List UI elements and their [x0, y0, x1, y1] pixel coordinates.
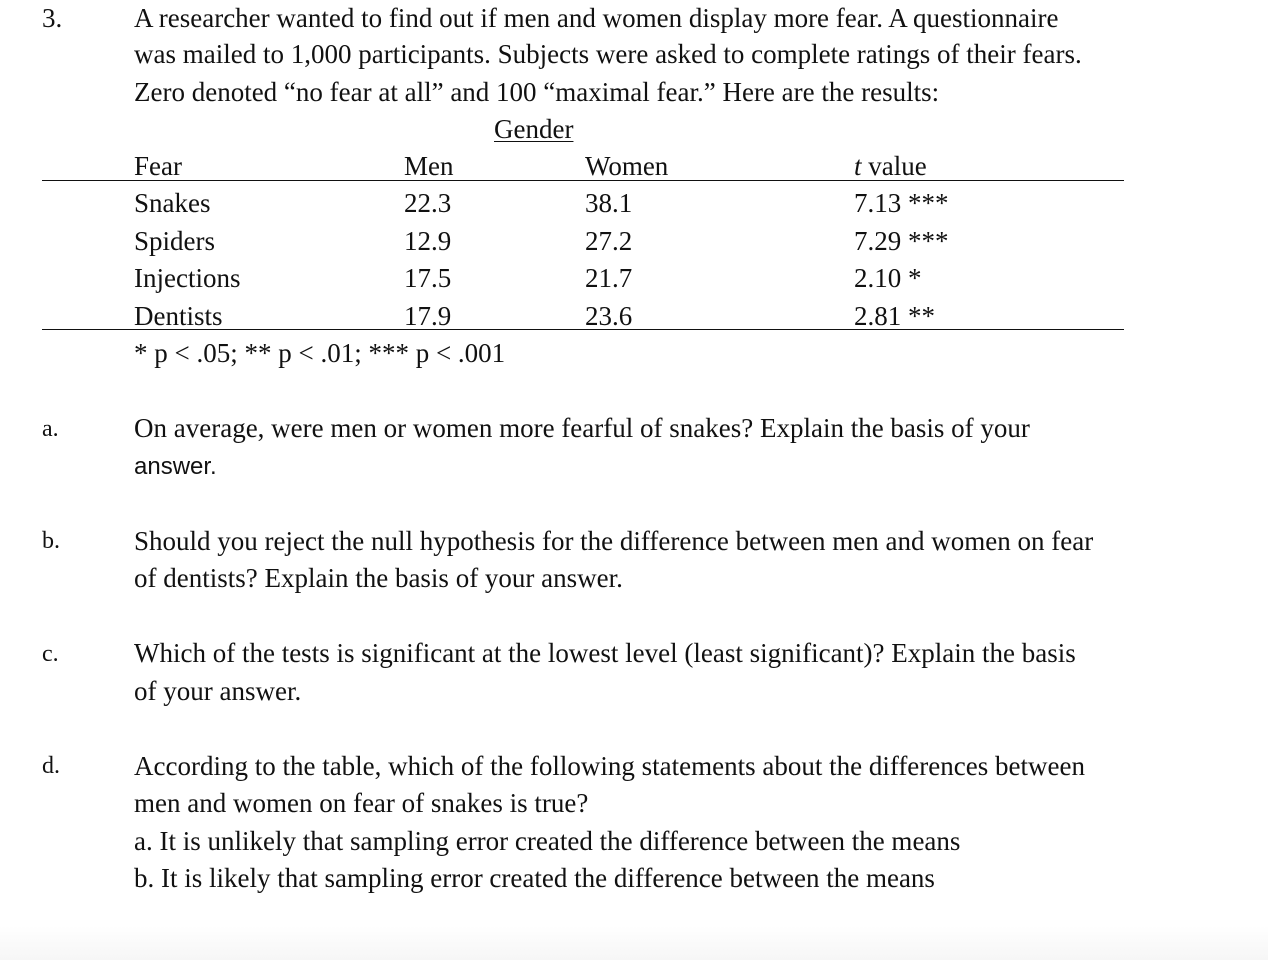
- row-injections-fear: Injections: [134, 263, 241, 293]
- question-d-label: d.: [42, 753, 60, 779]
- row-spiders-men: 12.9: [404, 226, 452, 256]
- row-dentists-t: 2.81 **: [854, 301, 935, 331]
- question-b-line-2: of dentists? Explain the basis of your answer.: [134, 563, 623, 593]
- question-b-line-1: Should you reject the null hypothesis for the difference between men and women on fear: [134, 526, 1094, 556]
- row-injections-women: 21.7: [585, 263, 633, 293]
- row-snakes-women: 38.1: [585, 188, 633, 218]
- intro-line-3: Zero denoted “no fear at all” and 100 “maximal fear.” Here are the results:: [134, 77, 940, 107]
- header-fear: Fear: [134, 151, 182, 181]
- row-snakes-men: 22.3: [404, 188, 452, 218]
- question-d-line-1: According to the table, which of the following statements about the differences between: [134, 751, 1085, 781]
- row-dentists-women: 23.6: [585, 301, 633, 331]
- page-bottom-edge: [0, 926, 1268, 960]
- header-men: Men: [404, 151, 454, 181]
- question-d-line-2: men and women on fear of snakes is true?: [134, 788, 589, 818]
- question-d-option-a: a. It is unlikely that sampling error created the difference between the means: [134, 826, 961, 856]
- row-snakes-t: 7.13 ***: [854, 188, 949, 218]
- table-bottom-rule: [42, 329, 1124, 330]
- table-top-rule: [42, 180, 1124, 181]
- t-symbol: t: [854, 151, 862, 181]
- t-value-label: value: [861, 151, 927, 181]
- question-c-line-2: of your answer.: [134, 676, 302, 706]
- header-t-value: [854, 148, 927, 184]
- intro-line-1: A researcher wanted to find out if men and women display more fear. A questionnaire: [134, 3, 1059, 33]
- question-a-line-2: answer.: [134, 453, 217, 480]
- table-footnote: * p < .05; ** p < .01; *** p < .001: [134, 338, 506, 368]
- row-injections-t: 2.10 *: [854, 263, 922, 293]
- question-c-line-1: Which of the tests is significant at the lowest level (least significant)? Explain the basis: [134, 638, 1076, 668]
- row-dentists-men: 17.9: [404, 301, 452, 331]
- row-spiders-fear: Spiders: [134, 226, 215, 256]
- question-b-label: b.: [42, 528, 60, 554]
- problem-number: 3.: [42, 3, 63, 33]
- row-injections-men: 17.5: [404, 263, 452, 293]
- row-spiders-women: 27.2: [585, 226, 633, 256]
- row-dentists-fear: Dentists: [134, 301, 223, 331]
- question-d-option-b: b. It is likely that sampling error created the difference between the means: [134, 863, 935, 893]
- row-spiders-t: 7.29 ***: [854, 226, 949, 256]
- question-a-line-1: On average, were men or women more fearful of snakes? Explain the basis of your: [134, 413, 1030, 443]
- intro-line-2: was mailed to 1,000 participants. Subjects were asked to complete ratings of their fears.: [134, 39, 1082, 69]
- row-snakes-fear: Snakes: [134, 188, 211, 218]
- question-c-label: c.: [42, 641, 59, 667]
- table-group-header: Gender: [494, 114, 574, 144]
- header-women: Women: [585, 151, 669, 181]
- question-a-label: a.: [42, 416, 59, 442]
